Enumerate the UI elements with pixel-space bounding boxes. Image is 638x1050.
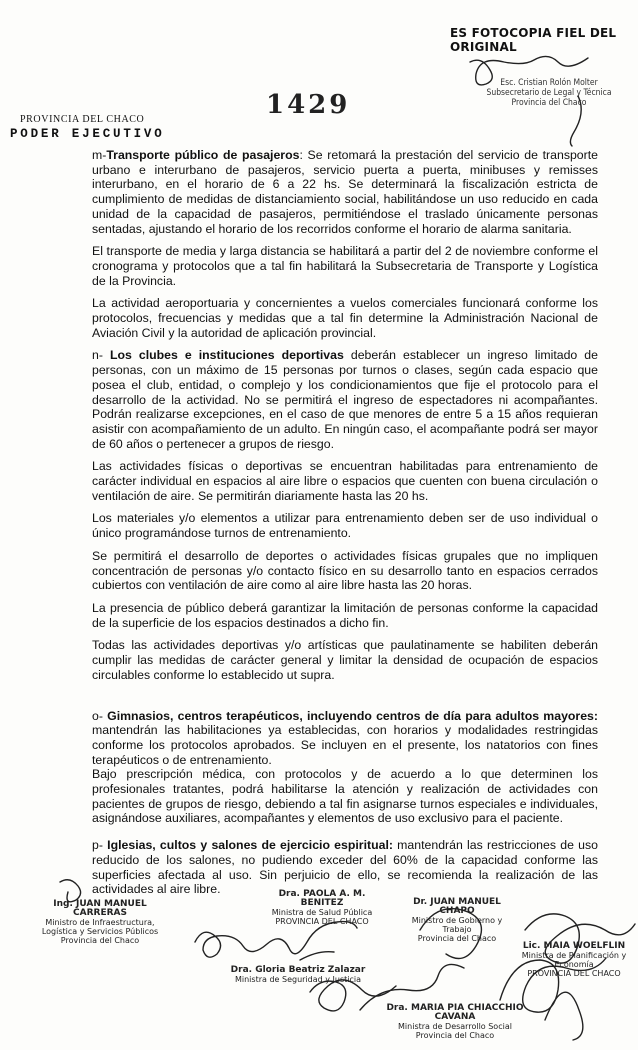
decree-number: 1429 [266,90,351,120]
signer-name: Dra. PAOLA A. M. BENITEZ [278,889,366,908]
signer-org: Provincia del Chaco [417,934,497,943]
decree-body [92,148,598,905]
section-p-label: p- [92,838,108,853]
section-n-label: n- [92,348,110,363]
signer-name: Dra. MARIA PIA CHIACCHIO CAVANA [386,1003,524,1022]
letterhead-power: PODER EJECUTIVO [10,127,165,141]
section-n-text-1: deberán establecer un ingreso limitado de personas, con un máximo de 15 personas por turnos o clases, según cada espacio que posea el club, entidad, o complejo y los condicionamientos que fije el protocolo para el desarrollo de la actividad. No se permitirá el ingreso de espectadores ni acompañantes. Podrán realizarse excepciones, en el caso de que menores de entre 5 a 15 años requieran asistir con acompañamiento de un adulto. En ningún caso, el acompañante podrá ser mayor de 60 años o pertenecer a grupos de riesgo. [92,348,598,451]
section-o-label: o- [92,708,108,723]
section-n-paragraph-5: La presencia de público deberá garantizar la limitación de personas conforme la capacidad de la superficie de los espacios destinados a dicho fin. [92,600,598,630]
signer-org: Provincia del Chaco [415,1031,495,1040]
signer-role: Ministra de Planificación y Economía [521,951,627,969]
signer-role: Ministra de Seguridad y Justicia [234,975,362,984]
signer-name: Ing. JUAN MANUEL CARRERAS [53,899,147,918]
letterhead-province: PROVINCIA DEL CHACO [20,114,145,125]
signature-zalazar [228,966,368,984]
section-m-paragraph-2: El transporte de media y larga distancia se habilitará a partir del 2 de noviembre conforme el cronograma y protocolos que a tal fin habilitará la Subsecretaria de Transporte y Logística de la Provincia. [92,244,598,288]
section-n-paragraph-2: Las actividades físicas o deportivas se encuentran habilitadas para entrenamiento de carácter individual en espacios al aire libre o espacios que cuenten con buena circulación o ventilación de aire. Se permitirán diariamente hasta las 20 hs. [92,459,598,503]
signature-benitez [262,890,382,926]
section-o-text-1: mantendrán las habilitaciones ya establecidas, con horarios y modalidades restringidas conforme los protocolos aprobados. Se incluyen en el presente, los natatorios con fines terapéuticos o de entrenamiento. [92,723,598,767]
section-m-title: Transporte público de pasajeros [106,148,300,162]
signer-role: Ministra de Desarrollo Social [398,1022,512,1031]
signer-org: PROVINCIA DEL CHACO [275,917,369,926]
section-p-text-1: mantendrán las restricciones de uso reducido de los salones, no pudiendo exceder del 60% de la capacidad conforme las superficies afectada al uso. Sin perjuicio de ello, se recomienda la realización de las actividades al aire libre. [92,838,598,897]
stamp-signer-province: Provincia del Chaco [511,98,587,108]
stamp-signer-role: Subsecretario de Legal y Técnica [486,88,612,98]
section-n-title: Los clubes e instituciones deportivas [109,348,344,363]
section-o-paragraph-2: Bajo prescripción médica, con protocolos y de acuerdo a lo que determinen los profesionales tratantes, podrá habilitarse la atención y realización de actividades con pacientes de grupos de riesgo, debiendo a tal fin asignarse turnos especiales e individuales, asignándose auxiliares, acompañantes y elementos de uso exclusivo para el paciente. [92,767,598,826]
signature-chiacchio [380,1004,530,1040]
section-o-title: Gimnasios, centros terapéuticos, incluyendo centros de día para adultos mayores: [107,708,598,723]
signature-chapo [398,898,516,943]
signer-name: Dra. Gloria Beatriz Zalazar [230,965,366,975]
signature-woelflin [520,942,628,978]
section-n-paragraph-3: Los materiales y/o elementos a utilizar para entrenamiento deben ser de uso individual o único programándose turnos de entrenamiento. [92,511,598,541]
signature-carreras [40,900,160,945]
section-spacer [92,691,598,709]
section-n-paragraph-4: Se permitirá el desarrollo de deportes o actividades físicas grupales que no impliquen concentración de personas y/o contacto físico en su desarrollo tanto en espacios cerrados cubiertos con ventilación de aire como al aire libre hasta las 20 horas. [92,548,598,593]
signer-org: Provincia del Chaco [60,936,140,945]
signer-name: Lic. MAIA WOELFLIN [522,941,626,951]
signer-role: Ministro de Gobierno y Trabajo [411,916,503,934]
section-n-paragraph-6: Todas las actividades deportivas y/o artísticas que paulatinamente se habiliten deberán cumplir las medidas de carácter general y limitar la densidad de ocupación de espacios circulables conforme lo establecido ut supra. [92,638,598,682]
section-m-label: m- [92,148,107,162]
section-m-paragraph-3: La actividad aeroportuaria y concernientes a vuelos comerciales funcionará conforme los protocolos, frecuencias y medidas que a tal fin determine la Administración Nacional de Aviación Civil y la autoridad de aplicación provincial. [92,296,598,340]
stamp-signer-name: Esc. Cristian Rolón Molter [500,78,598,88]
signer-name: Dr. JUAN MANUEL CHAPO [413,897,501,916]
section-o-paragraph-1 [92,709,598,768]
section-n-paragraph-1 [92,348,598,451]
signer-org: PROVINCIA DEL CHACO [527,969,621,978]
signer-role: Ministro de Infraestructura, Logística y Servicios Públicos [41,918,159,936]
signer-role: Ministra de Salud Pública [271,908,373,917]
section-p-title: Iglesias, cultos y salones de ejercicio espiritual: [107,838,393,853]
section-m-paragraph-1 [92,148,598,236]
certification-stamp: ES FOTOCOPIA FIEL DEL ORIGINAL [450,26,617,54]
section-m-text-1: : Se retomará la prestación del servicio de transporte urbano e interurbano de pasajeros, servicio puerta a puerta, minibuses y remisses interurbano, en el horario de 6 a 22 hs. Se determinará la fiscalización estricta de cumplimiento de medidas de distanciamiento social, habilitándose un uso reducido en cada unidad de la capacidad de pasajeros, permitiéndose el traslado únicamente personas sentadas, ajustando el horario de los recorridos conforme el horario de alarma sanitaria. [92,148,598,236]
